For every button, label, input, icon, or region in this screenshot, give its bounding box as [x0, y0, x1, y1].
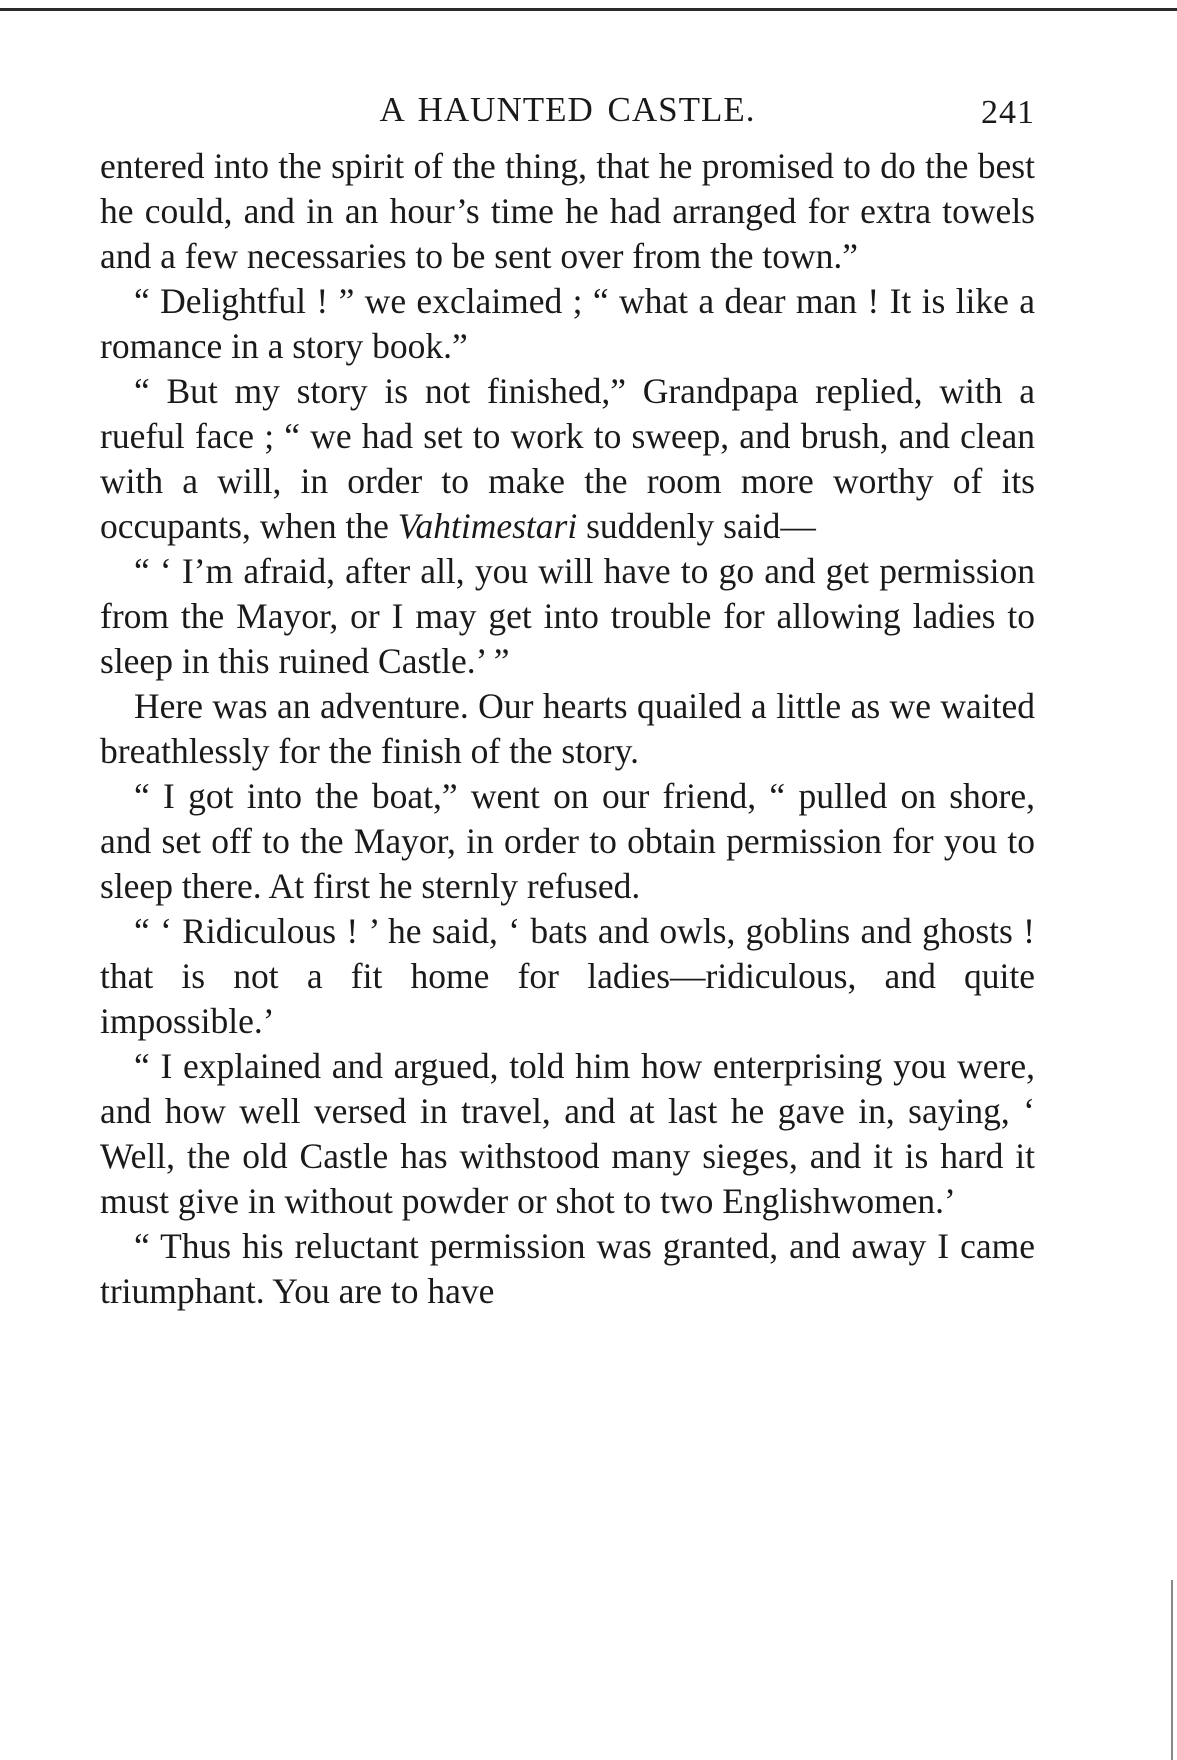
paragraph-1: entered into the spirit of the thing, that he promised to do the best he could, and in an hour’s time he had arranged for extra towels and a few necessaries to be sent over from the town.”: [100, 146, 1035, 276]
paragraph-6: “ I got into the boat,” went on our friend, “ pulled on shore, and set off to the Mayor, in order to obtain permission for you to sleep there. At first he sternly refused.: [100, 776, 1035, 906]
running-title: A HAUNTED CASTLE.: [379, 90, 756, 129]
paragraph-7: “ ‘ Ridiculous ! ’ he said, ‘ bats and owls, goblins and ghosts ! that is not a fit home for ladies—ridiculous, and quite impossible.’: [100, 911, 1035, 1041]
paragraph-2: “ Delightful ! ” we exclaimed ; “ what a dear man ! It is like a romance in a story book.”: [100, 281, 1035, 366]
paragraph-5: Here was an adventure. Our hearts quailed a little as we waited breathlessly for the finish of the story.: [100, 686, 1035, 771]
top-border-rule: [0, 8, 1177, 11]
paragraph-3: [100, 369, 1035, 549]
italic-term: Vahtimestari: [397, 506, 578, 546]
body-text: [100, 144, 1035, 1314]
paragraph-8: “ I explained and argued, told him how enterprising you were, and how well versed in travel, and at last he gave in, saying, ‘ Well, the old Castle has withstood many sieges, and it is hard it must give in without powder or shot to two Englishwomen.’: [100, 1046, 1035, 1221]
page-number: 241: [981, 94, 1035, 131]
page-edge-shadow: [1171, 1580, 1173, 1760]
paragraph-3-text-before: “ But my story is not finished,” Grandpapa replied, with a rueful face ; “ we had set to work to sweep, and brush, and clean with a will, in order to make the room more worthy of its occupants, when the: [100, 371, 1035, 546]
paragraph-9: “ Thus his reluctant permission was granted, and away I came triumphant. You are to have: [100, 1226, 1035, 1311]
paragraph-3-text-after: suddenly said—: [577, 506, 816, 546]
running-head: [100, 88, 1035, 144]
book-page: [100, 88, 1035, 1314]
paragraph-4: “ ‘ I’m afraid, after all, you will have to go and get permission from the Mayor, or I may get into trouble for allowing ladies to sleep in this ruined Castle.’ ”: [100, 551, 1035, 681]
